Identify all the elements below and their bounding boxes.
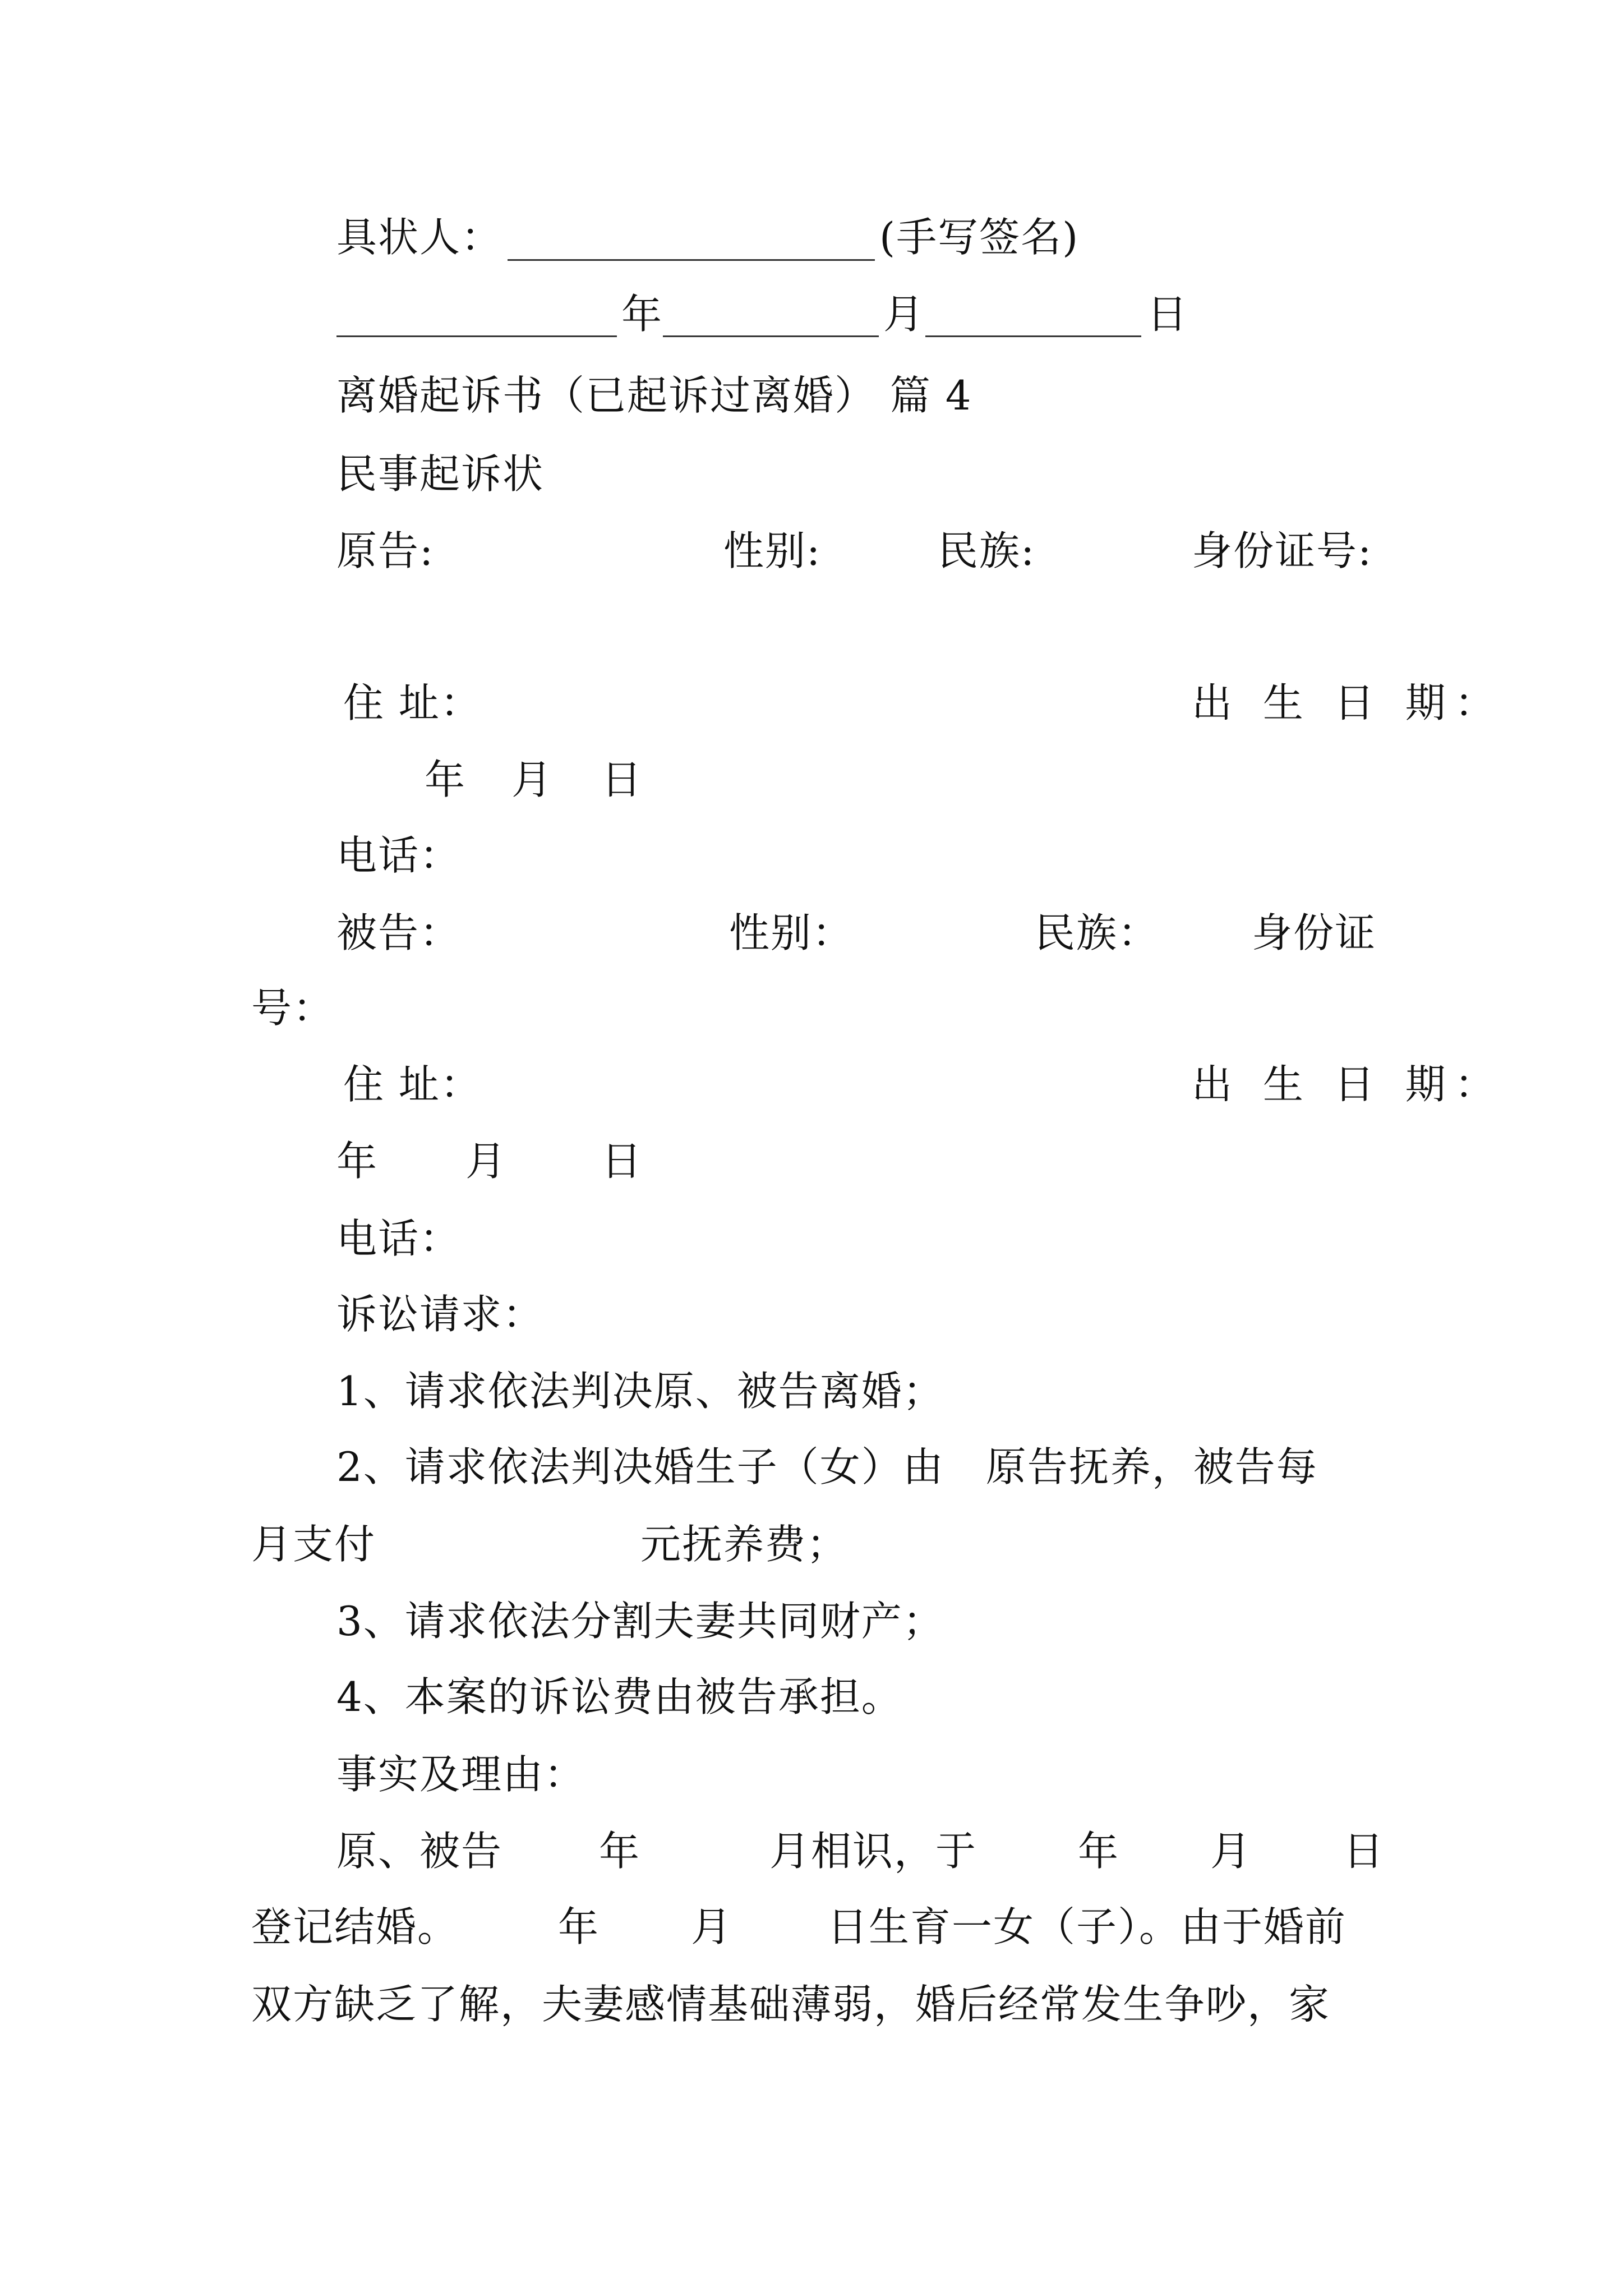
month-blank bbox=[663, 335, 879, 337]
plaintiff-gender: 性别: bbox=[723, 527, 822, 574]
signature-label: 具状人： bbox=[336, 214, 503, 261]
year-label: 年 bbox=[621, 291, 663, 338]
facts-line1-d: 年 bbox=[1078, 1828, 1120, 1875]
claim-item-1: 1、请求依法判决原、被告离婚； bbox=[336, 1368, 944, 1415]
defendant-gender: 性别： bbox=[729, 909, 854, 956]
facts-heading: 事实及理由： bbox=[336, 1751, 586, 1798]
facts-line2-b: 年 bbox=[558, 1903, 600, 1950]
defendant-address: 住 址： bbox=[343, 1061, 482, 1108]
claims-heading: 诉讼请求： bbox=[336, 1291, 545, 1338]
facts-line2-d: 日生育一女（子）。由于婚前 bbox=[827, 1903, 1347, 1950]
plaintiff-birth-year: 年 bbox=[425, 756, 467, 803]
year-blank bbox=[336, 335, 617, 337]
claim-item-2-cont-a: 月支付 bbox=[251, 1521, 376, 1568]
plaintiff-address: 住 址： bbox=[343, 679, 482, 726]
defendant-birth-date: 出 生 日 期： bbox=[1192, 1061, 1504, 1108]
plaintiff-birth-month: 月 bbox=[511, 756, 554, 803]
day-label: 日 bbox=[1147, 291, 1189, 338]
facts-line1-a: 原、被告 bbox=[336, 1828, 503, 1875]
facts-line1-b: 年 bbox=[599, 1828, 641, 1875]
plaintiff-birth-day: 日 bbox=[601, 756, 643, 803]
month-label: 月 bbox=[883, 291, 925, 338]
plaintiff-phone: 电话： bbox=[336, 832, 462, 879]
signature-note: (手写签名) bbox=[879, 214, 1080, 261]
facts-line1-f: 日 bbox=[1343, 1828, 1385, 1875]
claim-item-3: 3、请求依法分割夫妻共同财产； bbox=[336, 1598, 944, 1645]
section-title: 离婚起诉书（已起诉过离婚） 篇 4 bbox=[336, 372, 972, 419]
facts-line2-c: 月 bbox=[691, 1903, 733, 1950]
facts-line1-e: 月 bbox=[1210, 1828, 1252, 1875]
doc-title: 民事起诉状 bbox=[336, 450, 545, 498]
plaintiff-ethnicity: 民族: bbox=[938, 527, 1036, 574]
claim-item-4: 4、本案的诉讼费由被告承担。 bbox=[336, 1673, 903, 1720]
defendant-birth-day: 日 bbox=[601, 1138, 643, 1185]
claim-item-2-cont-b: 元抚养费； bbox=[640, 1521, 849, 1568]
defendant-phone: 电话： bbox=[336, 1215, 462, 1262]
defendant-id-number-cont: 号： bbox=[251, 984, 335, 1032]
defendant-birth-year: 年 bbox=[336, 1138, 379, 1185]
plaintiff-id-number: 身份证号: bbox=[1192, 527, 1373, 574]
facts-line2-a: 登记结婚。 bbox=[251, 1903, 459, 1950]
plaintiff-birth-date: 出 生 日 期： bbox=[1192, 679, 1504, 726]
defendant-birth-month: 月 bbox=[465, 1138, 508, 1185]
day-blank bbox=[925, 335, 1141, 337]
defendant-label: 被告： bbox=[336, 909, 462, 956]
defendant-id-number: 身份证 bbox=[1252, 909, 1377, 956]
facts-line3: 双方缺乏了解，夫妻感情基础薄弱，婚后经常发生争吵，家 bbox=[251, 1981, 1331, 2028]
defendant-ethnicity: 民族： bbox=[1035, 909, 1160, 956]
plaintiff-label: 原告: bbox=[336, 527, 435, 574]
claim-item-2: 2、请求依法判决婚生子（女）由 原告抚养，被告每 bbox=[336, 1443, 1318, 1490]
signature-blank bbox=[508, 259, 875, 261]
facts-line1-c: 月相识，于 bbox=[769, 1828, 978, 1875]
